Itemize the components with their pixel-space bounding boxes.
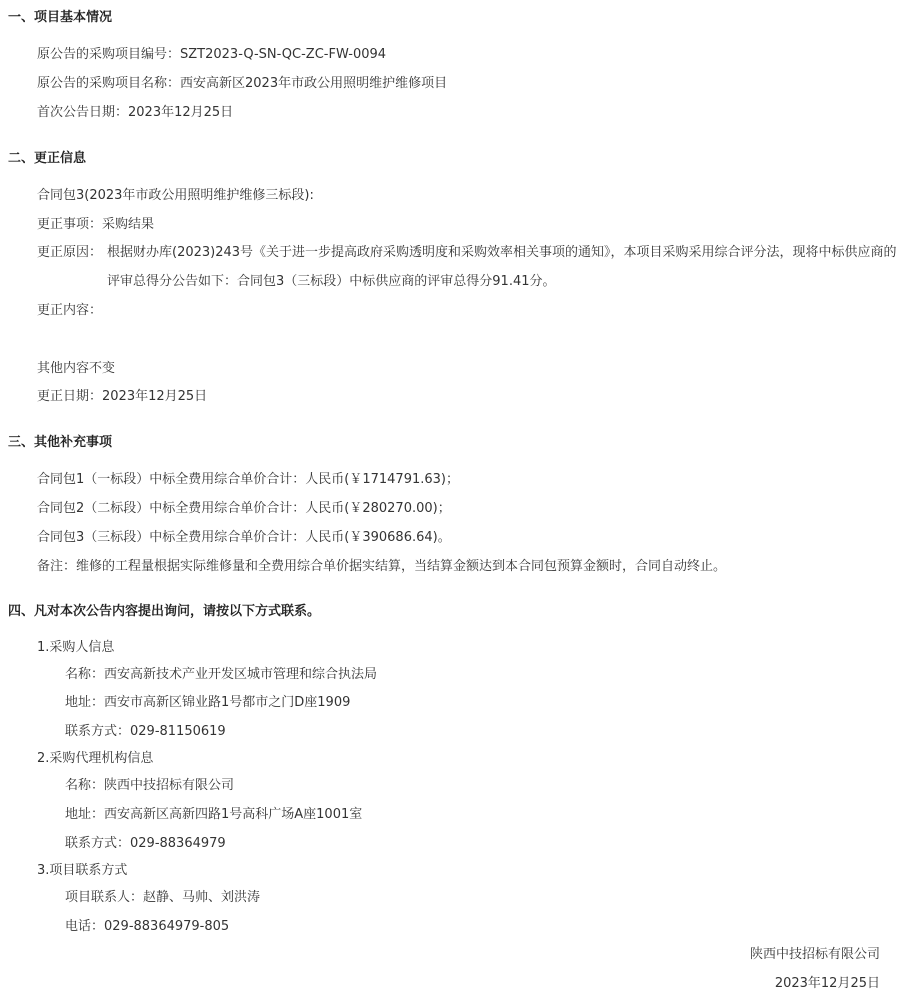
supplement-note: 备注：维修的工程量根据实际维修量和全费用综合单价据实结算，当结算金额达到本合同包预算金额时，合同自动终止。 [37,559,727,574]
first-date-row [37,104,233,122]
agency-name: 名称：陕西中技招标有限公司 [65,778,235,793]
agency-address: 地址：西安高新区高新四路1号高科广场A座1001室 [65,807,363,822]
project-contact-phone: 电话：029-88364979-805 [65,919,230,934]
project-number-value: SZT2023-Q-SN-QC-ZC-FW-0094 [180,47,387,62]
project-name-label: 原公告的采购项目名称： [37,76,181,91]
correction-date-row [37,388,207,406]
project-contact-title: 3.项目联系方式 [37,863,128,878]
correction-package: 合同包3(2023年市政公用照明维护维修三标段): [37,188,314,203]
project-name-row [37,75,447,93]
supplement-item: 合同包1（一标段）中标全费用综合单价合计：人民币(￥1714791.63)； [37,472,459,487]
project-contact-persons: 项目联系人：赵静、马帅、刘洪涛 [65,890,261,905]
project-number-label: 原公告的采购项目编号： [37,47,181,62]
purchaser-phone: 联系方式：029-81150619 [65,724,226,739]
agency-title: 2.采购代理机构信息 [37,751,154,766]
correction-date-value: 2023年12月25日 [102,389,208,404]
correction-reason-label: 更正原因： [37,245,103,260]
purchaser-title: 1.采购人信息 [37,640,115,655]
agency-phone: 联系方式：029-88364979 [65,836,226,851]
correction-date-label: 更正日期： [37,389,103,404]
correction-item-label: 更正事项： [37,217,103,232]
section-heading-correction: 二、更正信息 [8,151,87,166]
supplement-item: 合同包2（二标段）中标全费用综合单价合计：人民币(￥280270.00)； [37,501,451,516]
section-heading-basic: 一、项目基本情况 [8,10,113,25]
correction-reason-line2: 评审总得分公告如下：合同包3（三标段）中标供应商的评审总得分91.41分。 [107,274,556,289]
first-date-label: 首次公告日期： [37,105,129,120]
correction-item-row [37,216,154,234]
correction-reason-line1: 根据财办库(2023)243号《关于进一步提高政府采购透明度和采购效率相关事项的通知》，本项目采购采用综合评分法，现将中标供应商的 [107,245,897,260]
other-unchanged: 其他内容不变 [37,361,116,376]
footer-company: 陕西中技招标有限公司 [749,947,880,962]
section-heading-contact: 四、凡对本次公告内容提出询问，请按以下方式联系。 [8,604,321,619]
project-number-row [37,46,386,64]
purchaser-address: 地址：西安市高新区锦业路1号都市之门D座1909 [65,695,351,710]
purchaser-name: 名称：西安高新技术产业开发区城市管理和综合执法局 [65,667,378,682]
supplement-item: 合同包3（三标段）中标全费用综合单价合计：人民币(￥390686.64)。 [37,530,451,545]
correction-content-label: 更正内容： [37,303,103,318]
section-heading-supplement: 三、其他补充事项 [8,435,113,450]
footer-date: 2023年12月25日 [774,976,880,991]
project-name-value: 西安高新区2023年市政公用照明维护维修项目 [180,76,448,91]
correction-item-value: 采购结果 [102,217,155,232]
first-date-value: 2023年12月25日 [128,105,234,120]
